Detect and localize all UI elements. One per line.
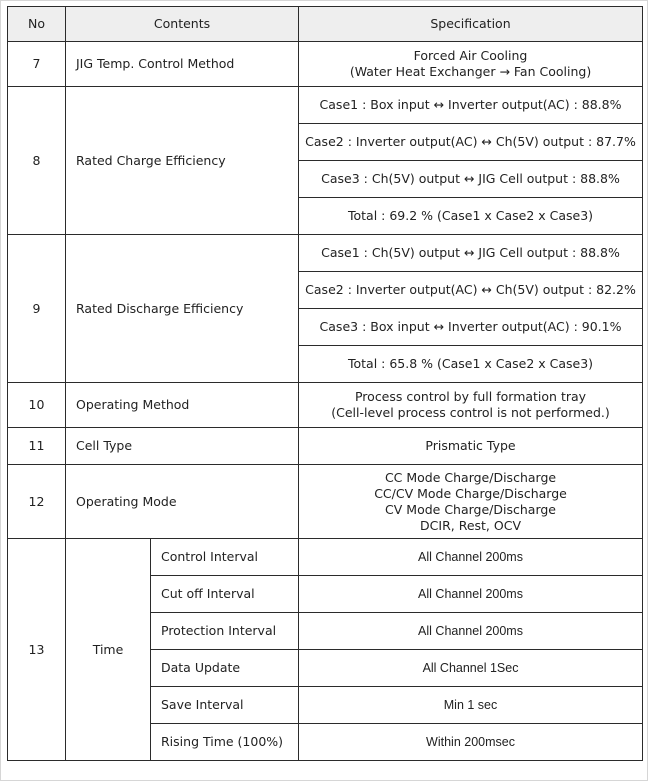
spec-line: CC/CV Mode Charge/Discharge: [374, 485, 567, 501]
row-9-contents: Rated Discharge Efficiency: [66, 235, 299, 383]
spec-line: Process control by full formation tray: [354, 389, 587, 404]
row-7-contents: JIG Temp. Control Method: [66, 42, 299, 87]
spec-line: Forced Air Cooling: [413, 48, 528, 63]
row-13-sub-spec: All Channel 200ms: [299, 613, 643, 650]
row-13-sub-spec: All Channel 200ms: [299, 539, 643, 576]
row-13-sub-label: Control Interval: [151, 539, 299, 576]
row-12-contents: Operating Mode: [66, 465, 299, 539]
row-12-no: 12: [8, 465, 66, 539]
row-13-sub-label: Save Interval: [151, 687, 299, 724]
row-10-no: 10: [8, 383, 66, 428]
table-row: [8, 42, 643, 87]
row-7-no: 7: [8, 42, 66, 87]
row-7-spec: [299, 42, 643, 87]
row-13-sub-label: Protection Interval: [151, 613, 299, 650]
header-specification: Specification: [299, 7, 643, 42]
row-13-sub-spec: All Channel 200ms: [299, 576, 643, 613]
table-row: [8, 428, 643, 465]
row-13-sub-label: Cut off Interval: [151, 576, 299, 613]
spec-line: CC Mode Charge/Discharge: [384, 469, 557, 485]
row-9-spec-case3: Case3 : Box input ↔ Inverter output(AC) : 90.1%: [299, 309, 643, 346]
row-11-no: 11: [8, 428, 66, 465]
row-13-sub-spec: Within 200msec: [299, 724, 643, 761]
row-10-contents: Operating Method: [66, 383, 299, 428]
row-8-spec-total: Total : 69.2 % (Case1 x Case2 x Case3): [299, 198, 643, 235]
table-row: [8, 383, 643, 428]
row-8-spec-case1: Case1 : Box input ↔ Inverter output(AC) : 88.8%: [299, 87, 643, 124]
row-9-spec-total: Total : 65.8 % (Case1 x Case2 x Case3): [299, 346, 643, 383]
row-13-contents: Time: [66, 539, 151, 761]
row-9-no: 9: [8, 235, 66, 383]
spec-line: DCIR, Rest, OCV: [420, 517, 521, 533]
row-13-no: 13: [8, 539, 66, 761]
table-row: [8, 465, 643, 539]
table-header-row: [8, 7, 643, 42]
specification-table: [7, 6, 643, 761]
header-no: No: [8, 7, 66, 42]
row-9-spec-case2: Case2 : Inverter output(AC) ↔ Ch(5V) output : 82.2%: [299, 272, 643, 309]
header-contents: Contents: [66, 7, 299, 42]
row-9-spec-case1: Case1 : Ch(5V) output ↔ JIG Cell output : 88.8%: [299, 235, 643, 272]
row-13-sub-spec: Min 1 sec: [299, 687, 643, 724]
row-13-sub-label: Data Update: [151, 650, 299, 687]
table-row: [8, 235, 643, 272]
row-8-spec-case3: Case3 : Ch(5V) output ↔ JIG Cell output : 88.8%: [299, 161, 643, 198]
row-10-spec: [299, 383, 643, 428]
spec-line: (Water Heat Exchanger → Fan Cooling): [349, 64, 592, 79]
row-12-spec: [299, 465, 643, 539]
table-row: [8, 539, 643, 576]
row-13-sub-label: Rising Time (100%): [151, 724, 299, 761]
row-8-no: 8: [8, 87, 66, 235]
row-8-spec-case2: Case2 : Inverter output(AC) ↔ Ch(5V) output : 87.7%: [299, 124, 643, 161]
spec-line: CV Mode Charge/Discharge: [385, 501, 556, 517]
row-11-spec: Prismatic Type: [299, 428, 643, 465]
table-row: [8, 87, 643, 124]
spec-line: (Cell-level process control is not performed.): [331, 405, 610, 420]
row-8-contents: Rated Charge Efficiency: [66, 87, 299, 235]
row-11-contents: Cell Type: [66, 428, 299, 465]
row-13-sub-spec: All Channel 1Sec: [299, 650, 643, 687]
